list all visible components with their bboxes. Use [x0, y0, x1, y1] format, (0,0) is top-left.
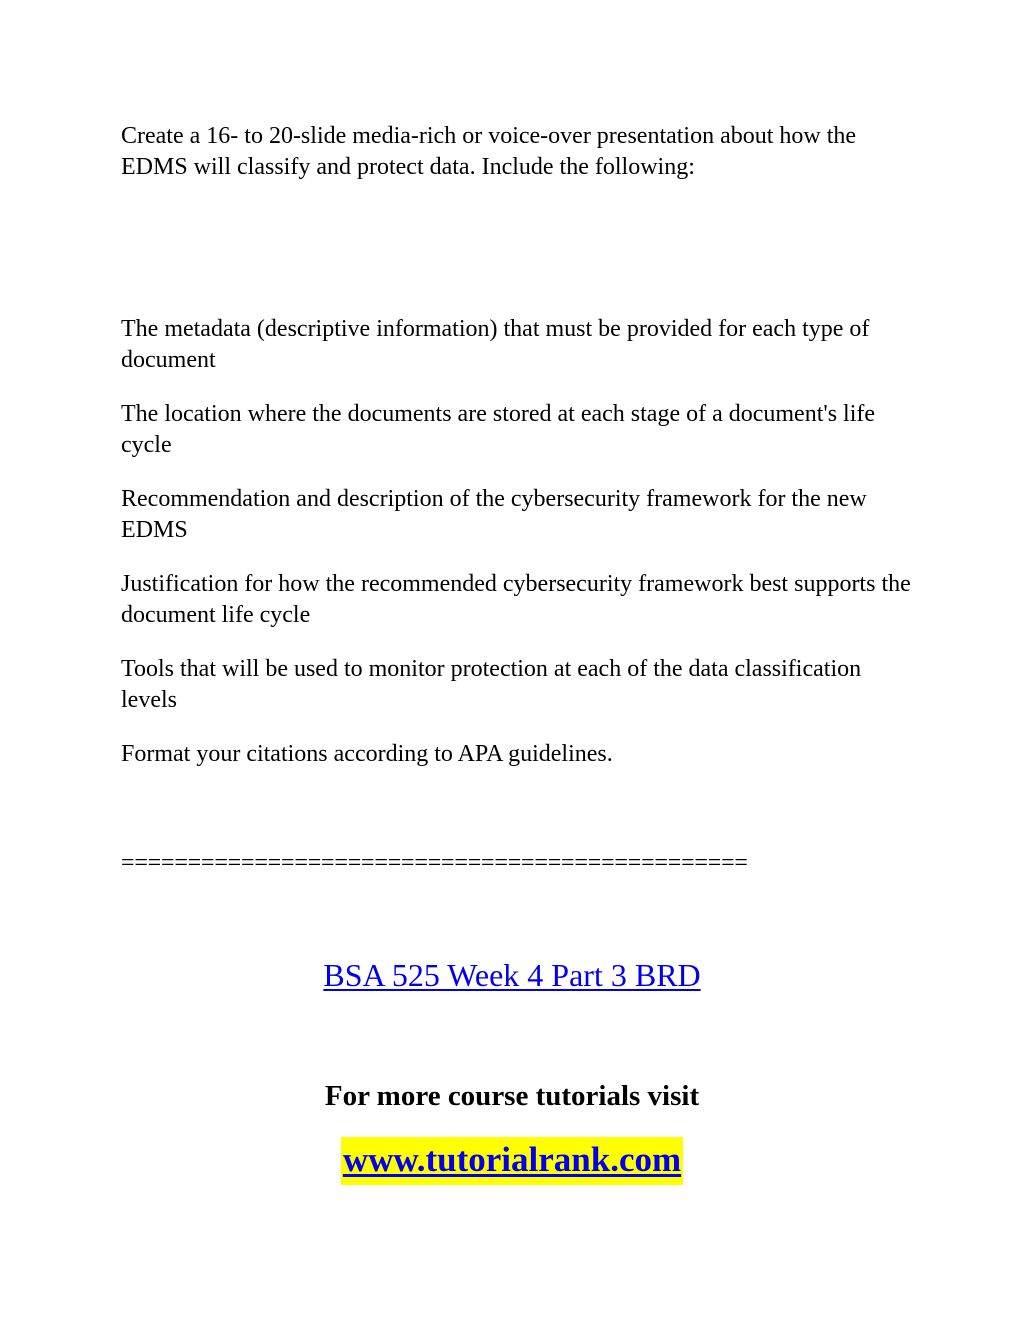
requirement-framework: Recommendation and description of the cybersecurity framework for the new EDMS [121, 486, 867, 543]
divider-line: =============================================== [121, 850, 748, 876]
requirement-citations: Format your citations according to APA guidelines. [121, 741, 613, 767]
intro-paragraph: Create a 16- to 20-slide media-rich or voice-over presentation about how the EDMS will classify and protect data. Include the following: [121, 123, 857, 180]
website-container [0, 1137, 1024, 1185]
website-highlight [341, 1137, 683, 1185]
website-link[interactable]: www.tutorialrank.com [342, 1140, 682, 1179]
requirement-justification: Justification for how the recommended cybersecurity framework best supports the document life cycle [121, 571, 911, 628]
course-title-link[interactable]: BSA 525 Week 4 Part 3 BRD [323, 957, 701, 993]
requirement-metadata: The metadata (descriptive information) that must be provided for each type of document [121, 316, 870, 373]
more-tutorials-text: For more course tutorials visit [324, 1080, 700, 1112]
requirement-tools: Tools that will be used to monitor protection at each of the data classification levels [121, 656, 862, 713]
requirement-location: The location where the documents are stored at each stage of a document's life cycle [121, 401, 876, 458]
course-title-heading [0, 955, 1024, 995]
